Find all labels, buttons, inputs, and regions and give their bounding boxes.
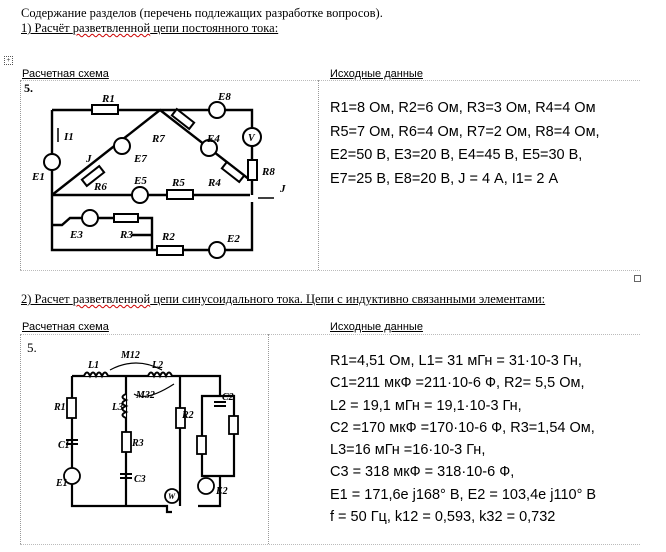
label-r1-2: R1 <box>54 402 66 413</box>
label-r4: R4 <box>208 177 221 189</box>
section1-line-2: R5=7 Ом, R6=4 Ом, R7=2 Ом, R8=4 Ом, <box>330 123 600 140</box>
document-header: Содержание разделов (перечень подлежащих разработке вопросов). <box>21 6 383 20</box>
section2-line-7: E1 = 171,6e j168° В, E2 = 103,4e j110° В <box>330 486 597 503</box>
source-e5-icon <box>132 187 148 203</box>
section2-title <box>21 292 545 307</box>
label-e8: E8 <box>218 91 231 103</box>
section2-line-5: L3=16 мГн =16·10-3 Гн, <box>330 442 486 459</box>
table2-bottom-line <box>20 544 640 545</box>
section1-line-3: E2=50 В, E3=20 В, E4=45 В, E5=30 В, <box>330 147 583 163</box>
label-e4: E4 <box>207 133 220 145</box>
section1-data-label: Исходные данные <box>330 68 423 80</box>
table2-mid-border <box>268 334 269 544</box>
section1-line-4: E7=25 В, E8=20 В, J = 4 А, I1= 2 А <box>330 170 559 187</box>
label-m32: M32 <box>136 390 155 401</box>
label-r2: R2 <box>162 231 175 243</box>
table1-resize-handle[interactable] <box>634 275 641 282</box>
label-j-inner: J <box>86 153 92 165</box>
label-e5: E5 <box>134 175 147 187</box>
label-e1: E1 <box>32 171 45 183</box>
resistor-r5 <box>167 190 193 199</box>
label-r1: R1 <box>102 93 115 105</box>
resistor-r3 <box>122 432 131 452</box>
section1-line-1: R1=8 Ом, R2=6 Ом, R3=3 Ом, R4=4 Ом <box>330 100 596 116</box>
resistor-r8 <box>248 160 257 180</box>
source-e2-icon <box>209 242 225 258</box>
label-e2: E2 <box>227 233 240 245</box>
resistor-parallel <box>197 436 206 454</box>
label-r2-2: R2 <box>182 410 194 421</box>
section1-title-suffix: цепи постоянного тока: <box>150 21 279 35</box>
label-r3-2: R3 <box>132 438 144 449</box>
label-w: W <box>168 492 176 501</box>
label-r6: R6 <box>94 181 107 193</box>
resistor-r3 <box>114 214 138 222</box>
inductor-l2-icon <box>148 373 172 377</box>
section2-title-suffix: цепи синусоидального тока. Цепи с индуктивно связанными элементами: <box>150 292 546 306</box>
resistor-r4 <box>222 162 244 182</box>
label-i1: I1 <box>64 131 74 143</box>
section2-line-8: f = 50 Гц, k12 = 0,593, k32 = 0,732 <box>330 509 556 526</box>
table-move-handle-icon[interactable]: + <box>4 56 13 65</box>
section1-title-wavy: разветвленной <box>72 21 151 35</box>
table2-left-border <box>20 334 21 544</box>
label-r3: R3 <box>120 229 133 241</box>
source-e3-icon <box>82 210 98 226</box>
label-e2-2: E2 <box>216 486 228 497</box>
table1-left-border <box>20 80 21 270</box>
section2-line-4: C2 =170 мкФ =170·10-6 Ф, R3=1,54 Ом, <box>330 419 595 436</box>
label-c1: C1 <box>58 440 70 451</box>
source-e8-icon <box>209 102 225 118</box>
dc-circuit-diagram <box>22 80 314 260</box>
label-l2: L2 <box>152 360 164 371</box>
section2-title-wavy: разветвленной <box>72 292 151 306</box>
label-l3: L3 <box>112 402 124 413</box>
resistor-r1 <box>67 398 76 418</box>
section2-data <box>330 350 596 528</box>
section2-title-prefix: 2) Расчет <box>21 292 73 306</box>
resistor-r7 <box>172 109 194 129</box>
label-c3: C3 <box>134 474 146 485</box>
section2-line-3: L2 = 19,1 мГн = 19,1·10-3 Гн, <box>330 397 522 414</box>
label-e3: E3 <box>70 229 83 241</box>
section2-line-6: C3 = 318 мкФ = 318·10-6 Ф, <box>330 464 515 481</box>
label-j-outer: J <box>280 183 286 195</box>
label-e1-2: E1 <box>56 478 68 489</box>
label-m12: M12 <box>121 350 140 361</box>
section1-scheme-label: Расчетная схема <box>22 68 109 80</box>
label-r7: R7 <box>152 133 165 145</box>
source-e7-icon <box>114 138 130 154</box>
table1-bottom-line <box>20 270 640 271</box>
circuit1-variant: 5. <box>24 81 33 95</box>
resistor-r2 <box>157 246 183 255</box>
section2-scheme-label: Расчетная схема <box>22 321 109 333</box>
table1-mid-border <box>318 80 319 270</box>
label-v: V <box>248 133 255 144</box>
source-e1-icon <box>44 154 60 170</box>
inductor-l1-icon <box>84 373 108 377</box>
label-r8: R8 <box>262 166 275 178</box>
label-r5: R5 <box>172 177 185 189</box>
circuit2-variant: 5. <box>27 340 37 355</box>
section1-title <box>21 21 278 36</box>
ac-circuit-diagram <box>22 336 266 541</box>
label-e7: E7 <box>134 153 147 165</box>
section2-line-2: C1=211 мкФ =211·10-6 Ф, R2= 5,5 Ом, <box>330 375 585 392</box>
section1-title-prefix: 1) Расчёт <box>21 21 73 35</box>
section2-line-1: R1=4,51 Ом, L1= 31 мГн = 31·10-3 Гн, <box>330 353 582 369</box>
resistor-c2-branch <box>229 416 238 434</box>
section2-data-label: Исходные данные <box>330 321 423 333</box>
table2-row-line <box>20 334 640 335</box>
resistor-r1 <box>92 105 118 114</box>
source-e2-icon <box>198 478 214 494</box>
section1-data <box>330 97 600 191</box>
label-l1: L1 <box>88 360 100 371</box>
label-c2: C2 <box>222 392 234 403</box>
